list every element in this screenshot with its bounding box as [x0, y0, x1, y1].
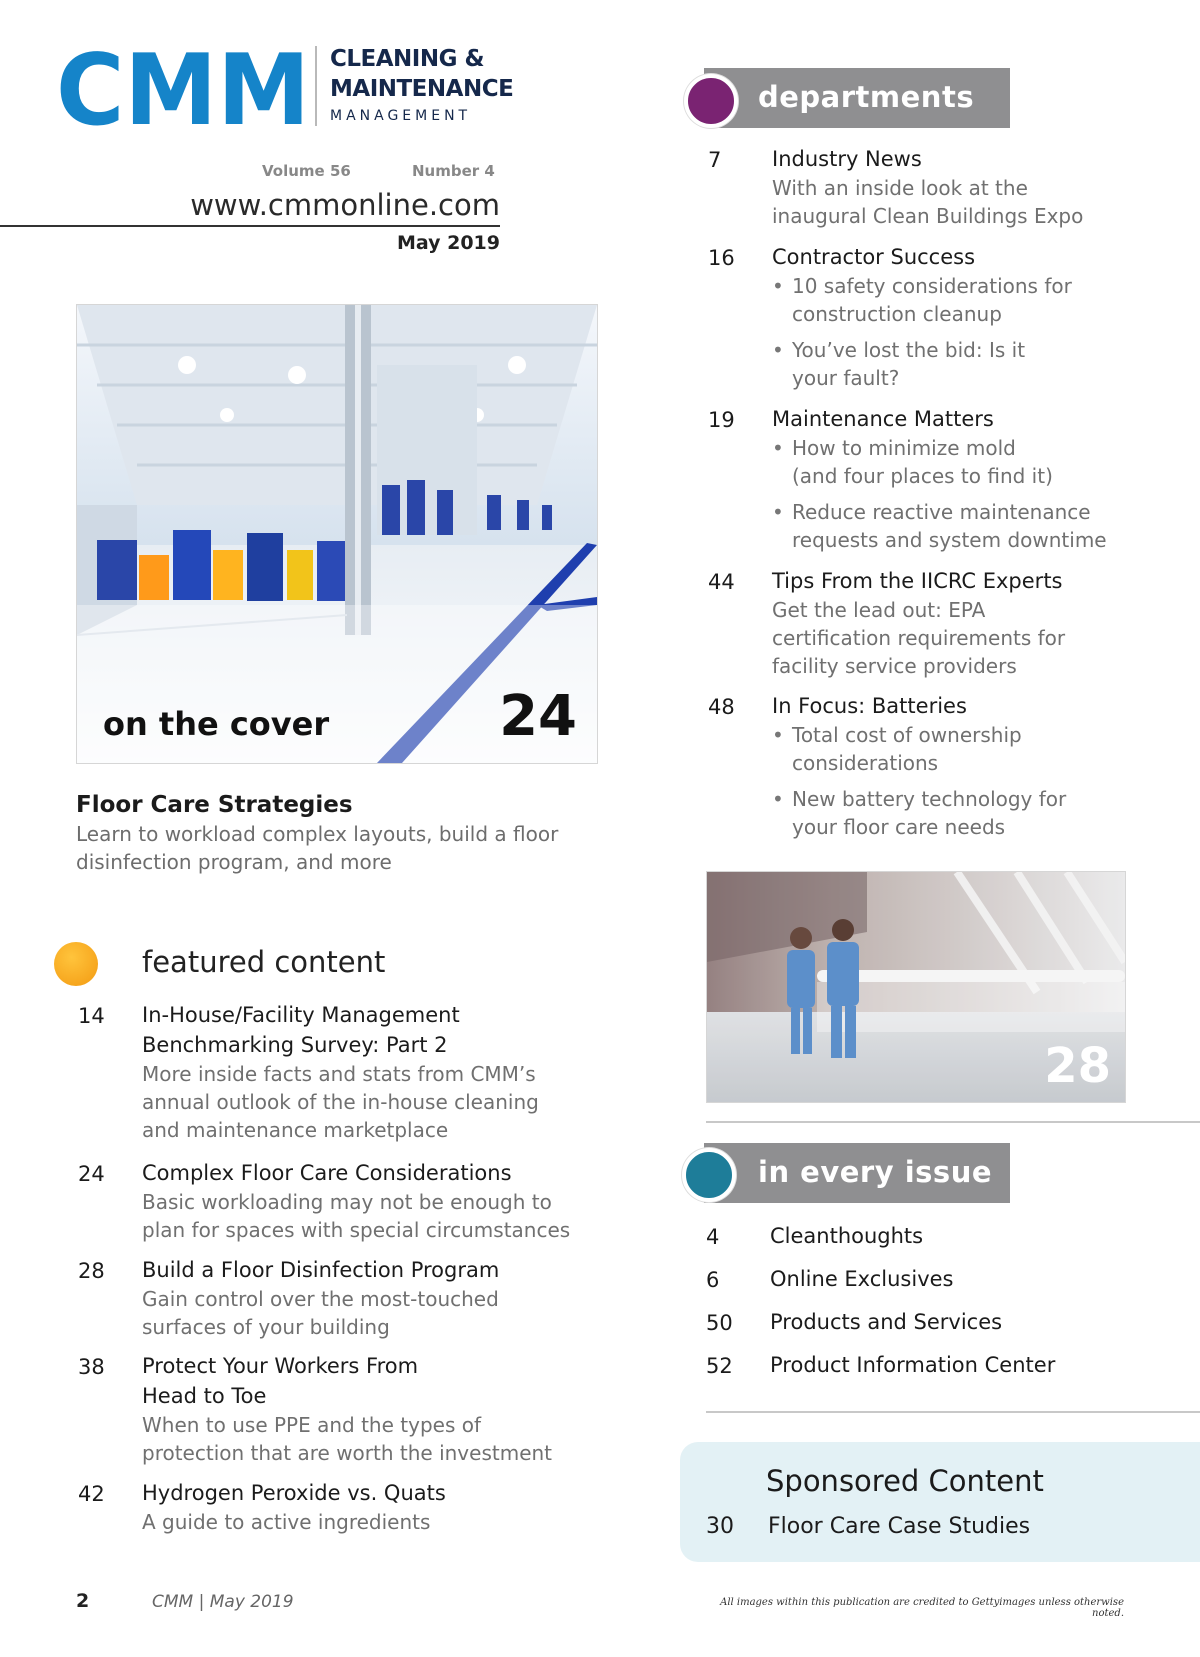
cover-story-description — [76, 820, 576, 876]
issue-item-title: Cleanthoughts — [770, 1224, 924, 1248]
healthcare-workers-photo[interactable] — [706, 871, 1126, 1103]
section-divider — [706, 1121, 1200, 1123]
department-item-title: Industry News — [772, 147, 922, 171]
department-bullet-line: considerations — [792, 751, 939, 775]
featured-item-page: 38 — [78, 1355, 105, 1379]
masthead-rule — [0, 225, 500, 227]
department-item[interactable] — [708, 695, 1148, 845]
featured-item-desc-line: When to use PPE and the types of — [142, 1413, 481, 1437]
issue-item-page: 6 — [706, 1268, 720, 1292]
department-bullet-line: requests and system downtime — [792, 528, 1107, 552]
departments-dot-icon — [684, 74, 738, 128]
issue-item[interactable] — [706, 1354, 1166, 1386]
sponsored-item-page: 30 — [706, 1514, 734, 1539]
department-bullet-line: (and four places to find it) — [792, 464, 1053, 488]
cover-description-text: Learn to workload complex layouts, build a floor disinfection program, and more — [76, 822, 559, 874]
in-every-issue-banner — [704, 1143, 1010, 1203]
issue-date: May 2019 — [396, 232, 500, 254]
issue-item-page: 4 — [706, 1225, 720, 1249]
featured-item-page: 24 — [78, 1162, 105, 1186]
department-bullet-line: your fault? — [792, 366, 900, 390]
department-item[interactable] — [708, 246, 1148, 396]
department-bullet-line: • New battery technology for — [772, 785, 1066, 813]
issue-item-title: Products and Services — [770, 1310, 1003, 1334]
cover-page-number: 24 — [499, 684, 577, 749]
featured-item-page: 42 — [78, 1482, 105, 1506]
featured-item-desc-line: annual outlook of the in-house cleaning — [142, 1090, 539, 1114]
folio: CMM | May 2019 — [152, 1592, 294, 1612]
on-the-cover-label: on the cover — [103, 705, 330, 743]
department-bullet-line: • Total cost of ownership — [772, 721, 1022, 749]
department-item-desc-line: facility service providers — [772, 654, 1017, 678]
issue-item[interactable] — [706, 1268, 1166, 1300]
issue-item-title: Online Exclusives — [770, 1267, 954, 1291]
featured-item[interactable] — [78, 1355, 618, 1475]
featured-item-title-line: In-House/Facility Management — [142, 1003, 460, 1027]
department-item[interactable] — [708, 570, 1168, 684]
departments-banner — [704, 68, 1010, 128]
department-item-title: Tips From the IICRC Experts — [772, 569, 1063, 593]
department-item-desc-line: Get the lead out: EPA — [772, 598, 986, 622]
featured-item-page: 14 — [78, 1004, 105, 1028]
brand-name-line-1: CLEANING & — [330, 46, 485, 72]
issue-item-page: 52 — [706, 1354, 733, 1378]
sponsored-item-title: Floor Care Case Studies — [768, 1514, 1031, 1539]
department-item-desc-line: inaugural Clean Buildings Expo — [772, 204, 1084, 228]
departments-heading: departments — [758, 80, 975, 114]
issue-number-label: Number 4 — [412, 162, 495, 180]
department-bullet-line: • 10 safety considerations for — [772, 272, 1072, 300]
photo-page-number: 28 — [1044, 1038, 1111, 1094]
in-every-issue-dot-icon — [682, 1148, 736, 1202]
in-every-issue-heading: in every issue — [758, 1155, 993, 1189]
section-divider — [706, 1411, 1200, 1413]
issue-item-title: Product Information Center — [770, 1353, 1056, 1377]
page-number: 2 — [76, 1590, 90, 1612]
featured-item[interactable] — [78, 1003, 598, 1142]
cover-image[interactable] — [76, 304, 598, 764]
featured-item-desc-line: Basic workloading may not be enough to — [142, 1190, 552, 1214]
department-item-page: 7 — [708, 148, 722, 172]
department-item-title: Maintenance Matters — [772, 407, 994, 431]
department-item[interactable] — [708, 408, 1168, 558]
sponsored-content-box[interactable] — [680, 1442, 1200, 1562]
featured-item-title-line: Build a Floor Disinfection Program — [142, 1258, 500, 1282]
cmm-logo — [56, 40, 312, 140]
svg-text:CMM: CMM — [56, 40, 310, 140]
cover-story-title[interactable]: Floor Care Strategies — [76, 792, 353, 818]
featured-item-desc-line: surfaces of your building — [142, 1315, 390, 1339]
department-item-page: 48 — [708, 695, 735, 719]
department-item-page: 19 — [708, 408, 735, 432]
featured-dot-icon — [54, 942, 98, 986]
department-bullet-line: • How to minimize mold — [772, 434, 1016, 462]
featured-item-desc-line: Gain control over the most-touched — [142, 1287, 499, 1311]
featured-item[interactable] — [78, 1482, 598, 1542]
cmm-logo-mark — [56, 40, 312, 140]
featured-item[interactable] — [78, 1259, 598, 1349]
featured-item-page: 28 — [78, 1259, 105, 1283]
department-bullet-line: • You’ve lost the bid: Is it — [772, 336, 1025, 364]
issue-item[interactable] — [706, 1311, 1166, 1343]
featured-content-heading: featured content — [142, 945, 386, 979]
sponsored-content-heading: Sponsored Content — [766, 1464, 1044, 1498]
department-bullet-line: • Reduce reactive maintenance — [772, 498, 1091, 526]
image-credit: All images within this publication are credited to Gettyimages unless otherwise noted. — [720, 1597, 1124, 1619]
featured-item-title-line: Head to Toe — [142, 1384, 267, 1408]
featured-item[interactable] — [78, 1162, 618, 1252]
featured-item-desc-line: plan for spaces with special circumstances — [142, 1218, 571, 1242]
department-bullet-line: your floor care needs — [792, 815, 1006, 839]
featured-item-title-line: Benchmarking Survey: Part 2 — [142, 1033, 448, 1057]
brand-name-line-3: MANAGEMENT — [330, 108, 472, 124]
issue-item-page: 50 — [706, 1311, 733, 1335]
department-item-page: 44 — [708, 570, 735, 594]
featured-item-desc-line: and maintenance marketplace — [142, 1118, 449, 1142]
volume-label: Volume 56 — [262, 162, 351, 180]
department-item-title: Contractor Success — [772, 245, 976, 269]
featured-item-desc-line: More inside facts and stats from CMM’s — [142, 1062, 536, 1086]
department-item-desc-line: With an inside look at the — [772, 176, 1028, 200]
department-item-page: 16 — [708, 246, 735, 270]
featured-item-desc-line: protection that are worth the investment — [142, 1441, 553, 1465]
brand-name — [330, 44, 513, 126]
featured-item-title-line: Protect Your Workers From — [142, 1354, 419, 1378]
department-item[interactable] — [708, 148, 1128, 234]
issue-item[interactable] — [706, 1225, 1166, 1257]
department-item-title: In Focus: Batteries — [772, 694, 967, 718]
brand-name-line-2: MAINTENANCE — [330, 76, 514, 102]
department-item-desc-line: certification requirements for — [772, 626, 1066, 650]
featured-item-desc-line: A guide to active ingredients — [142, 1510, 431, 1534]
website-url[interactable]: www.cmmonline.com — [190, 188, 500, 222]
featured-item-title-line: Complex Floor Care Considerations — [142, 1161, 512, 1185]
department-bullet-line: construction cleanup — [792, 302, 1002, 326]
featured-item-title-line: Hydrogen Peroxide vs. Quats — [142, 1481, 446, 1505]
logo-divider — [315, 46, 317, 126]
